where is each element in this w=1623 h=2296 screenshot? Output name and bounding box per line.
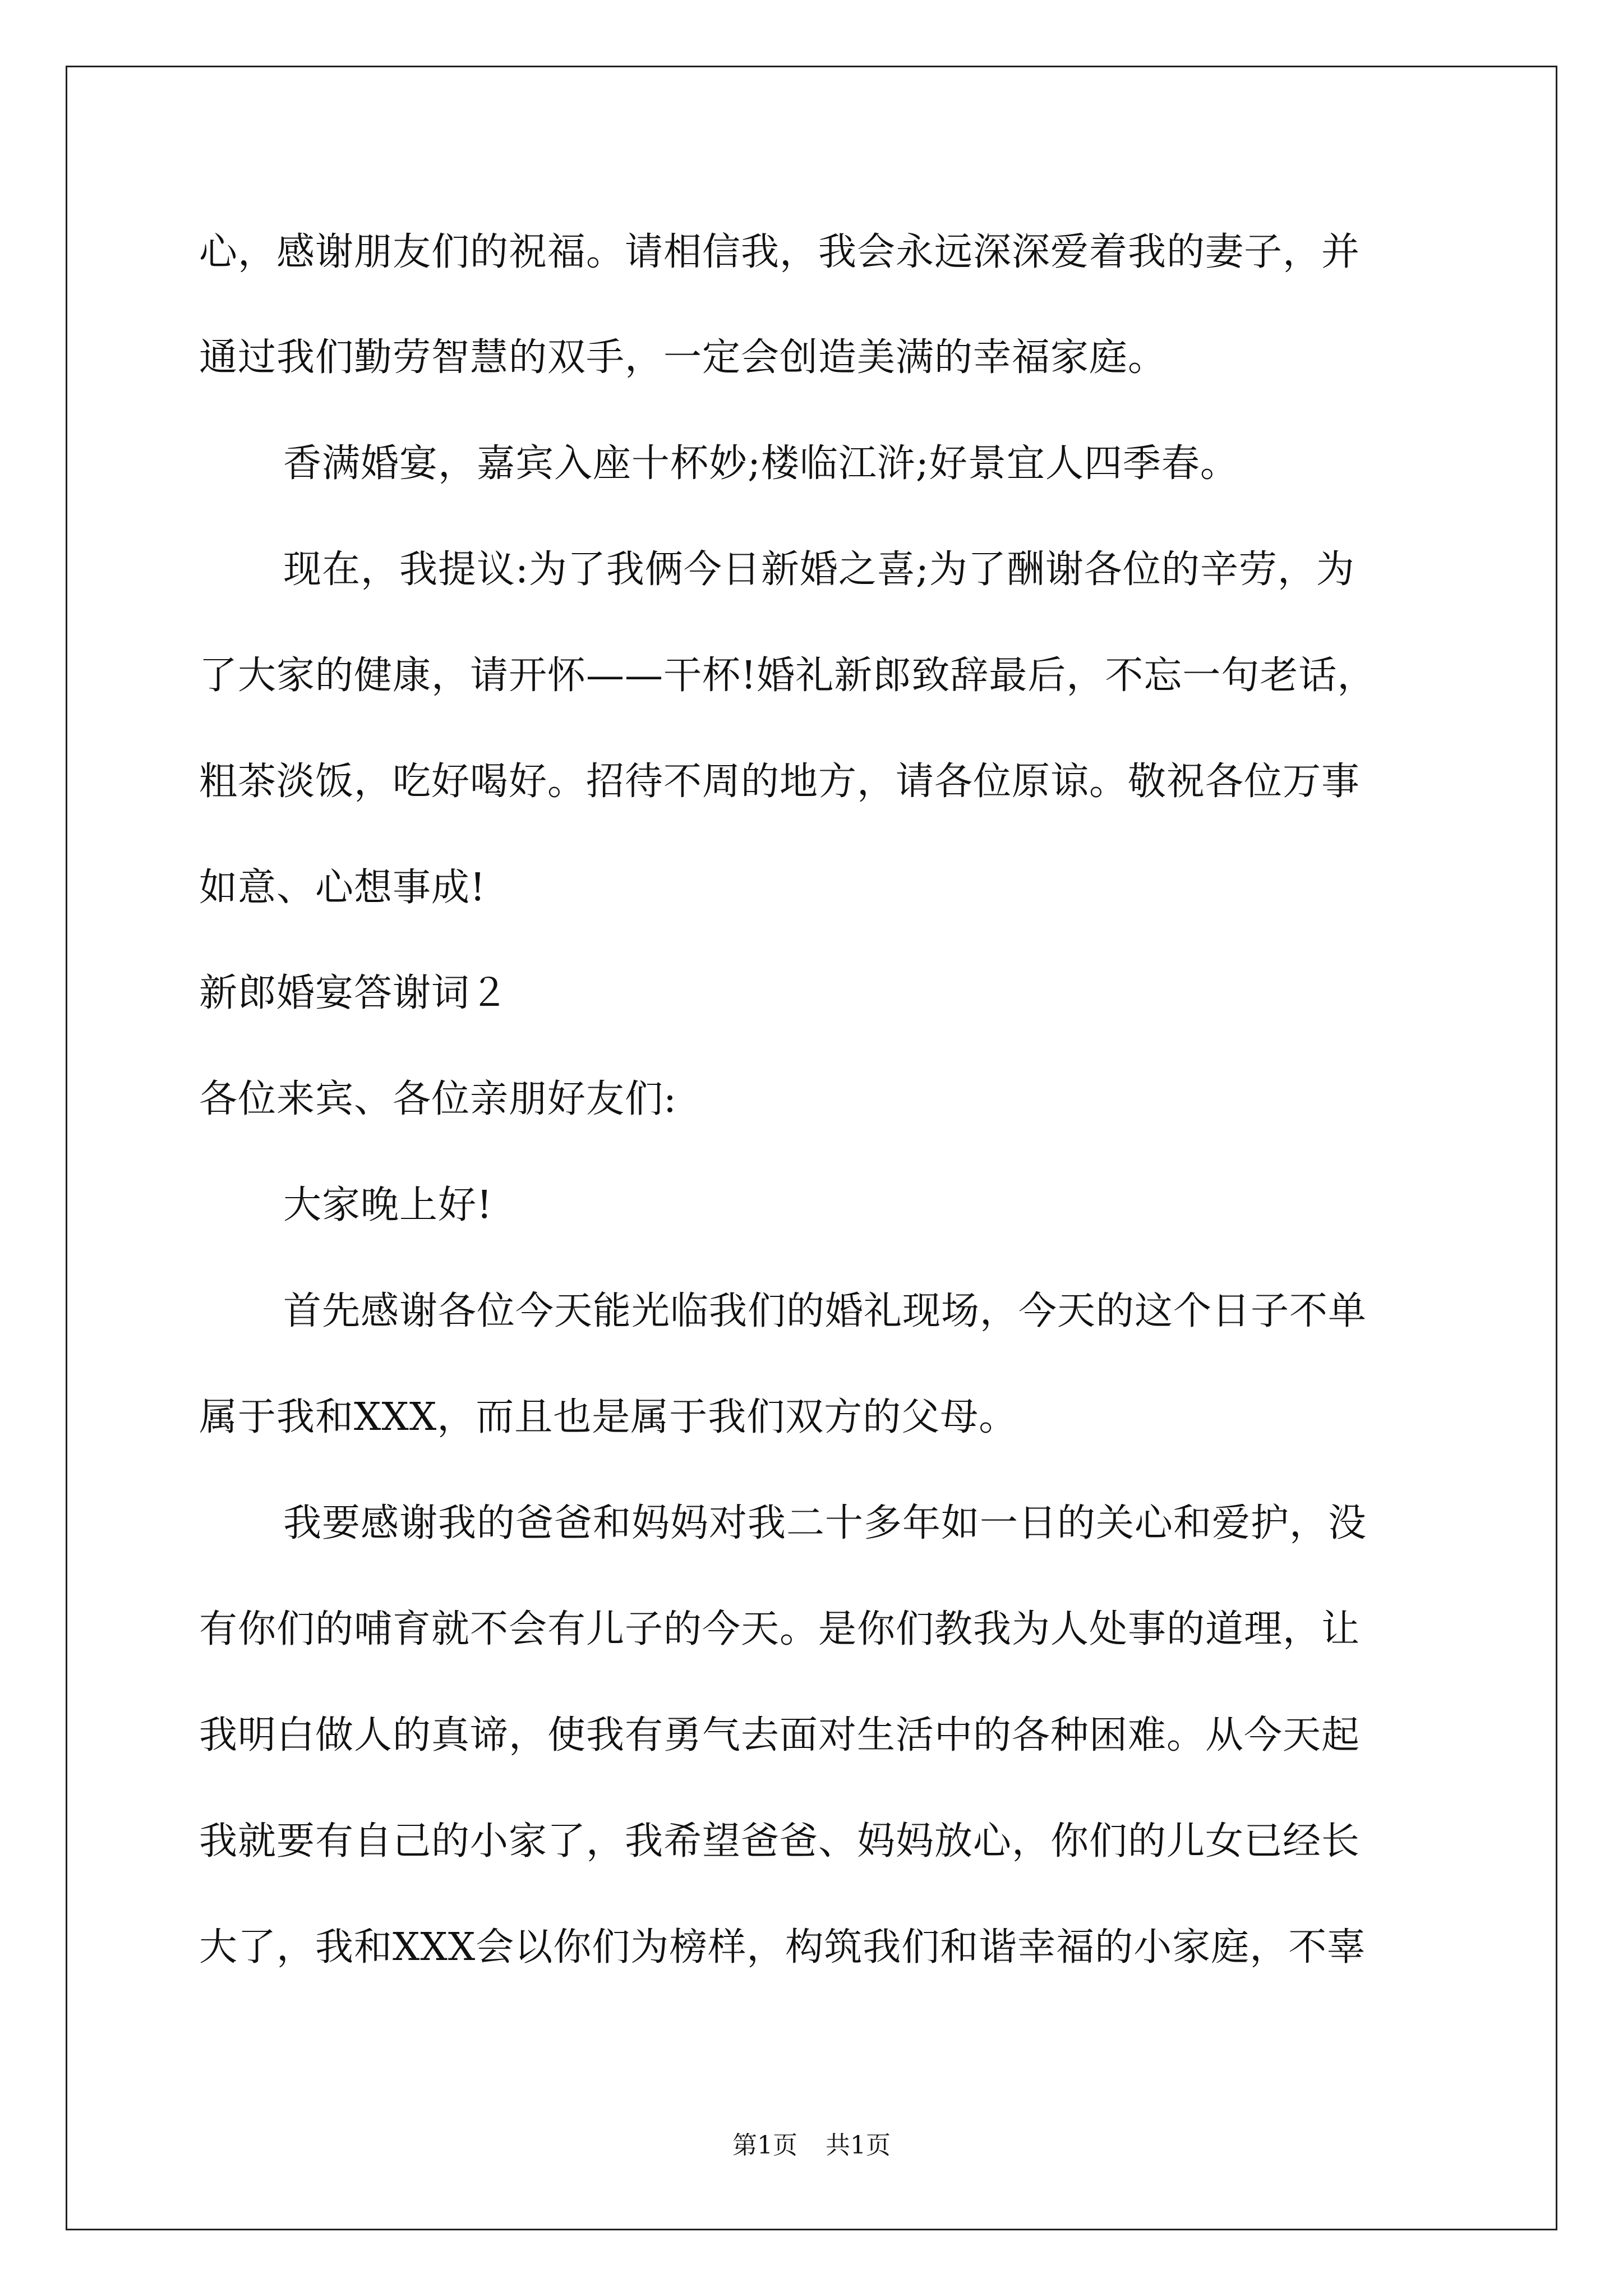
body-line: 属于我和XXX，而且也是属于我们双方的父母。 — [199, 1395, 1018, 1439]
page-number: 第1页 — [732, 2131, 797, 2160]
page-footer — [0, 2130, 1623, 2161]
greeting: 大家晚上好! — [283, 1183, 493, 1227]
body-line: 通过我们勤劳智慧的双手，一定会创造美满的幸福家庭。 — [199, 335, 1167, 380]
salutation: 各位来宾、各位亲朋好友们: — [199, 1077, 677, 1121]
body-line: 粗茶淡饭，吃好喝好。招待不周的地方，请各位原谅。敬祝各位万事 — [199, 760, 1361, 804]
body-line: 首先感谢各位今天能光临我们的婚礼现场，今天的这个日子不单 — [283, 1289, 1367, 1333]
page-total: 共1页 — [826, 2131, 891, 2160]
body-line: 我明白做人的真谛，使我有勇气去面对生活中的各种困难。从今天起 — [199, 1713, 1361, 1757]
body-line: 我要感谢我的爸爸和妈妈对我二十多年如一日的关心和爱护，没 — [283, 1501, 1367, 1545]
body-line: 了大家的健康，请开怀——干杯!婚礼新郎致辞最后，不忘一句老话， — [199, 654, 1376, 698]
body-line: 大了，我和XXX会以你们为榜样，构筑我们和谐幸福的小家庭，不辜 — [199, 1925, 1366, 1970]
body-line: 心，感谢朋友们的祝福。请相信我，我会永远深深爱着我的妻子，并 — [199, 230, 1361, 274]
body-line: 香满婚宴，嘉宾入座十杯妙;楼临江浒;好景宜人四季春。 — [283, 441, 1239, 486]
body-line: 有你们的哺育就不会有儿子的今天。是你们教我为人处事的道理，让 — [199, 1607, 1361, 1651]
body-line: 我就要有自己的小家了，我希望爸爸、妈妈放心，你们的儿女已经长 — [199, 1819, 1361, 1864]
page-border — [66, 66, 1557, 2230]
body-line: 现在，我提议:为了我俩今日新婚之喜;为了酬谢各位的辛劳，为 — [283, 547, 1355, 592]
section-heading: 新郎婚宴答谢词２ — [199, 971, 509, 1015]
body-line: 如意、心想事成! — [199, 866, 486, 910]
